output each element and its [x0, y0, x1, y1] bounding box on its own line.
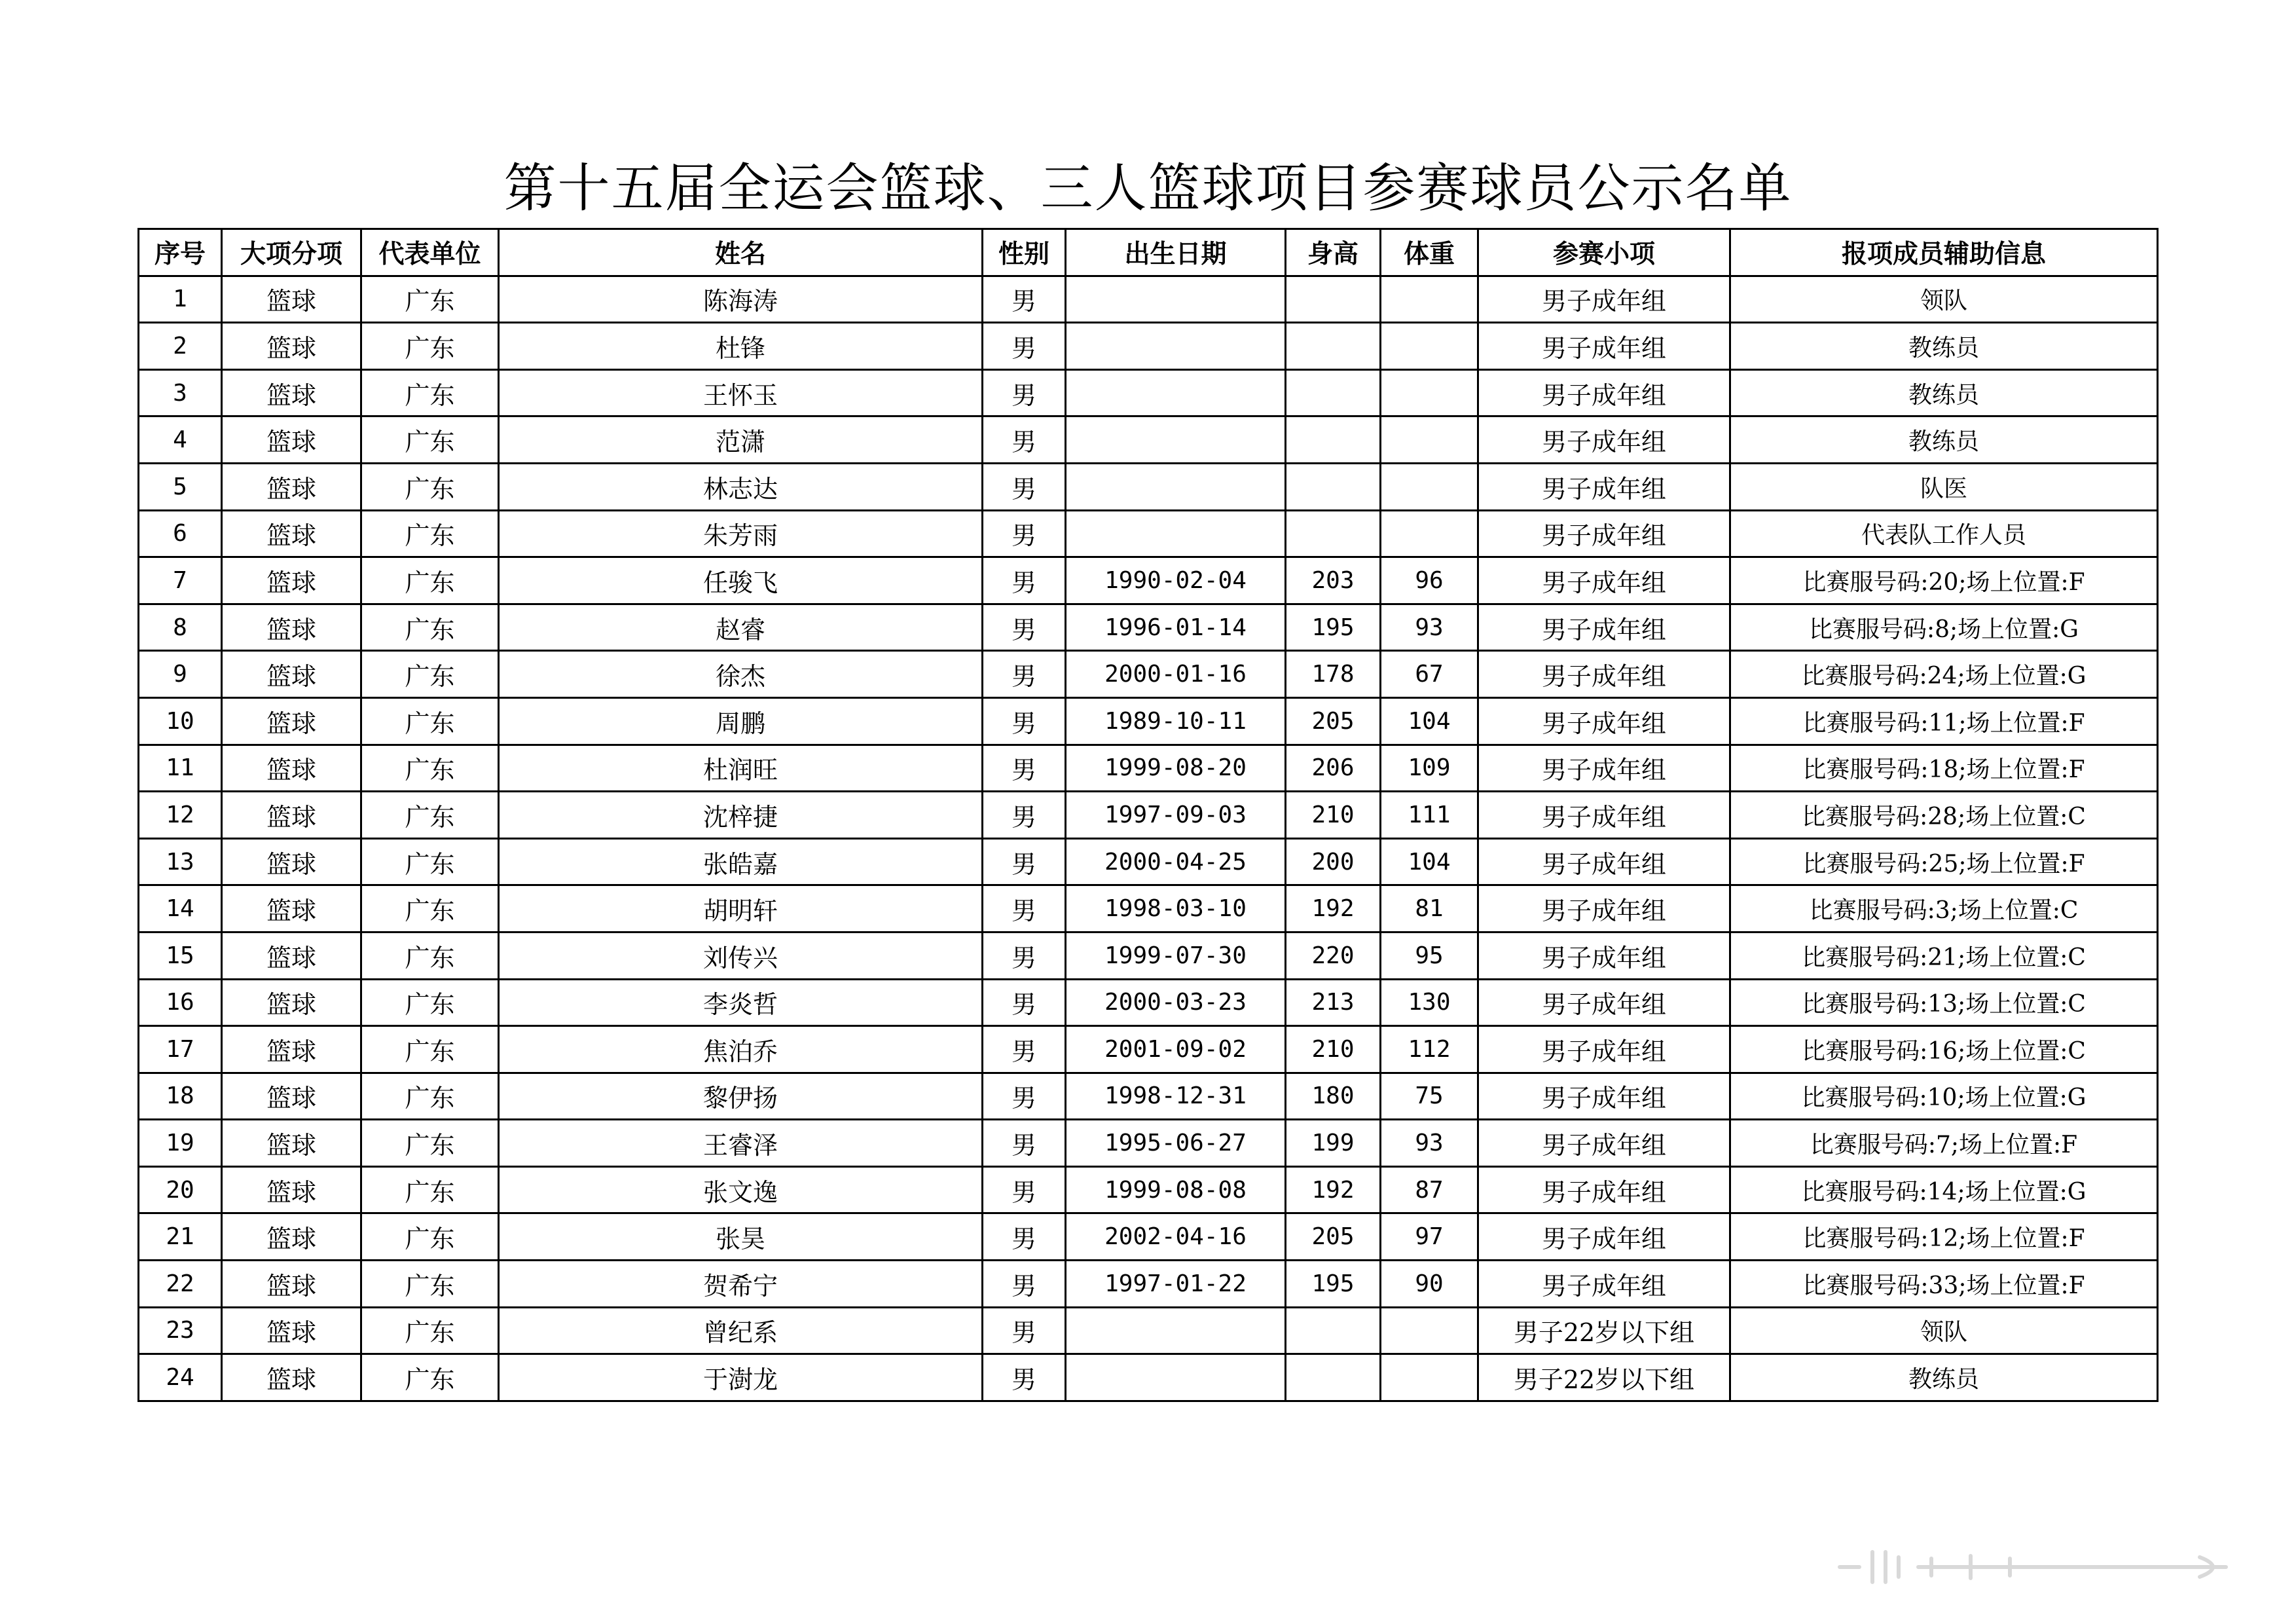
cell-delegation: 广东 [361, 1261, 499, 1308]
cell-delegation: 广东 [361, 792, 499, 839]
cell-delegation: 广东 [361, 745, 499, 792]
cell-name: 李炎哲 [499, 979, 983, 1026]
cell-gender: 男 [983, 1261, 1066, 1308]
cell-height: 205 [1286, 1213, 1381, 1261]
cell-gender: 男 [983, 1026, 1066, 1073]
cell-event: 男子成年组 [1478, 463, 1730, 510]
cell-aux-info: 比赛服号码:8;场上位置:G [1730, 604, 2158, 651]
cell-name: 林志达 [499, 463, 983, 510]
cell-sport: 篮球 [222, 323, 361, 370]
cell-aux-info: 比赛服号码:11;场上位置:F [1730, 697, 2158, 745]
header-row [139, 229, 2158, 276]
table-row [139, 697, 2158, 745]
cell-weight [1381, 276, 1478, 323]
cell-birthdate [1066, 1354, 1286, 1401]
cell-name: 张文逸 [499, 1166, 983, 1213]
cell-sport: 篮球 [222, 557, 361, 604]
cell-name: 任骏飞 [499, 557, 983, 604]
cell-birthdate: 2000-04-25 [1066, 838, 1286, 885]
cell-birthdate [1066, 463, 1286, 510]
cell-sport: 篮球 [222, 697, 361, 745]
cell-event: 男子成年组 [1478, 276, 1730, 323]
cell-gender: 男 [983, 1073, 1066, 1120]
cell-name: 朱芳雨 [499, 510, 983, 557]
cell-event: 男子成年组 [1478, 416, 1730, 464]
cell-weight: 81 [1381, 885, 1478, 932]
cell-sport: 篮球 [222, 1120, 361, 1167]
cell-aux-info: 比赛服号码:20;场上位置:F [1730, 557, 2158, 604]
cell-height [1286, 416, 1381, 464]
cell-weight: 130 [1381, 979, 1478, 1026]
header-weight: 体重 [1381, 229, 1478, 276]
cell-birthdate [1066, 1307, 1286, 1354]
cell-weight: 67 [1381, 651, 1478, 698]
cell-gender: 男 [983, 1213, 1066, 1261]
cell-delegation: 广东 [361, 463, 499, 510]
cell-height: 203 [1286, 557, 1381, 604]
cell-birthdate [1066, 276, 1286, 323]
cell-delegation: 广东 [361, 932, 499, 979]
cell-aux-info: 比赛服号码:10;场上位置:G [1730, 1073, 2158, 1120]
cell-gender: 男 [983, 1120, 1066, 1167]
header-sport: 大项分项 [222, 229, 361, 276]
cell-gender: 男 [983, 1354, 1066, 1401]
header-birthdate: 出生日期 [1066, 229, 1286, 276]
cell-index: 19 [139, 1120, 222, 1167]
cell-index: 9 [139, 651, 222, 698]
cell-aux-info: 比赛服号码:18;场上位置:F [1730, 745, 2158, 792]
cell-weight: 97 [1381, 1213, 1478, 1261]
cell-aux-info: 比赛服号码:24;场上位置:G [1730, 651, 2158, 698]
cell-delegation: 广东 [361, 510, 499, 557]
cell-event: 男子成年组 [1478, 510, 1730, 557]
cell-sport: 篮球 [222, 838, 361, 885]
header-gender: 性别 [983, 229, 1066, 276]
cell-sport: 篮球 [222, 604, 361, 651]
table-row [139, 932, 2158, 979]
cell-delegation: 广东 [361, 557, 499, 604]
table-row [139, 885, 2158, 932]
cell-name: 赵睿 [499, 604, 983, 651]
cell-name: 黎伊扬 [499, 1073, 983, 1120]
cell-event: 男子成年组 [1478, 323, 1730, 370]
cell-event: 男子22岁以下组 [1478, 1307, 1730, 1354]
cell-delegation: 广东 [361, 651, 499, 698]
cell-sport: 篮球 [222, 1354, 361, 1401]
cell-gender: 男 [983, 932, 1066, 979]
header-index: 序号 [139, 229, 222, 276]
cell-index: 14 [139, 885, 222, 932]
cell-height [1286, 463, 1381, 510]
cell-name: 王怀玉 [499, 369, 983, 416]
cell-sport: 篮球 [222, 745, 361, 792]
cell-name: 张皓嘉 [499, 838, 983, 885]
cell-height [1286, 323, 1381, 370]
table-row [139, 369, 2158, 416]
cell-sport: 篮球 [222, 276, 361, 323]
cell-delegation: 广东 [361, 276, 499, 323]
cell-delegation: 广东 [361, 1120, 499, 1167]
cell-delegation: 广东 [361, 1354, 499, 1401]
table-row [139, 1073, 2158, 1120]
table-row [139, 1166, 2158, 1213]
cell-weight: 111 [1381, 792, 1478, 839]
cell-gender: 男 [983, 1307, 1066, 1354]
cell-name: 曾纪系 [499, 1307, 983, 1354]
cell-name: 于澍龙 [499, 1354, 983, 1401]
cell-index: 17 [139, 1026, 222, 1073]
cell-height [1286, 369, 1381, 416]
cell-event: 男子成年组 [1478, 1026, 1730, 1073]
cell-weight: 109 [1381, 745, 1478, 792]
cell-aux-info: 教练员 [1730, 323, 2158, 370]
cell-height: 195 [1286, 604, 1381, 651]
cell-name: 杜锋 [499, 323, 983, 370]
cell-gender: 男 [983, 838, 1066, 885]
cell-event: 男子成年组 [1478, 1166, 1730, 1213]
header-delegation: 代表单位 [361, 229, 499, 276]
cell-delegation: 广东 [361, 838, 499, 885]
cell-event: 男子成年组 [1478, 932, 1730, 979]
cell-height [1286, 276, 1381, 323]
cell-height: 192 [1286, 1166, 1381, 1213]
cell-aux-info: 教练员 [1730, 369, 2158, 416]
table-row [139, 416, 2158, 464]
cell-delegation: 广东 [361, 1166, 499, 1213]
cell-delegation: 广东 [361, 697, 499, 745]
cell-weight [1381, 323, 1478, 370]
cell-aux-info: 比赛服号码:16;场上位置:C [1730, 1026, 2158, 1073]
roster-table [137, 228, 2159, 1402]
cell-weight [1381, 1354, 1478, 1401]
cell-sport: 篮球 [222, 369, 361, 416]
cell-weight [1381, 1307, 1478, 1354]
cell-event: 男子成年组 [1478, 792, 1730, 839]
cell-aux-info: 教练员 [1730, 416, 2158, 464]
cell-aux-info: 比赛服号码:21;场上位置:C [1730, 932, 2158, 979]
cell-sport: 篮球 [222, 1166, 361, 1213]
cell-event: 男子22岁以下组 [1478, 1354, 1730, 1401]
cell-delegation: 广东 [361, 416, 499, 464]
cell-weight: 93 [1381, 1120, 1478, 1167]
cell-sport: 篮球 [222, 932, 361, 979]
cell-weight: 93 [1381, 604, 1478, 651]
cell-delegation: 广东 [361, 1307, 499, 1354]
cell-index: 8 [139, 604, 222, 651]
cell-sport: 篮球 [222, 1026, 361, 1073]
cell-birthdate [1066, 369, 1286, 416]
table-row [139, 792, 2158, 839]
cell-birthdate: 1999-08-08 [1066, 1166, 1286, 1213]
cell-birthdate: 1998-12-31 [1066, 1073, 1286, 1120]
cell-gender: 男 [983, 463, 1066, 510]
cell-gender: 男 [983, 651, 1066, 698]
cell-event: 男子成年组 [1478, 697, 1730, 745]
table-row [139, 838, 2158, 885]
cell-weight [1381, 369, 1478, 416]
cell-birthdate [1066, 416, 1286, 464]
cell-delegation: 广东 [361, 369, 499, 416]
cell-height: 200 [1286, 838, 1381, 885]
cell-height: 178 [1286, 651, 1381, 698]
cell-aux-info: 比赛服号码:3;场上位置:C [1730, 885, 2158, 932]
cell-birthdate: 2001-09-02 [1066, 1026, 1286, 1073]
cell-birthdate: 2000-01-16 [1066, 651, 1286, 698]
cell-gender: 男 [983, 1166, 1066, 1213]
cell-birthdate [1066, 510, 1286, 557]
cell-event: 男子成年组 [1478, 1213, 1730, 1261]
cell-index: 7 [139, 557, 222, 604]
cell-weight: 112 [1381, 1026, 1478, 1073]
cell-name: 张昊 [499, 1213, 983, 1261]
cell-height: 180 [1286, 1073, 1381, 1120]
cell-delegation: 广东 [361, 323, 499, 370]
cell-birthdate: 1999-08-20 [1066, 745, 1286, 792]
cell-name: 王睿泽 [499, 1120, 983, 1167]
cell-birthdate: 1989-10-11 [1066, 697, 1286, 745]
header-event: 参赛小项 [1478, 229, 1730, 276]
cell-aux-info: 领队 [1730, 276, 2158, 323]
cell-index: 4 [139, 416, 222, 464]
cell-index: 16 [139, 979, 222, 1026]
cell-sport: 篮球 [222, 1213, 361, 1261]
cell-sport: 篮球 [222, 463, 361, 510]
cell-weight: 90 [1381, 1261, 1478, 1308]
cell-index: 3 [139, 369, 222, 416]
cell-index: 10 [139, 697, 222, 745]
cell-delegation: 广东 [361, 1026, 499, 1073]
cell-gender: 男 [983, 792, 1066, 839]
cell-height: 220 [1286, 932, 1381, 979]
cell-event: 男子成年组 [1478, 1073, 1730, 1120]
cell-sport: 篮球 [222, 651, 361, 698]
cell-gender: 男 [983, 276, 1066, 323]
cell-name: 刘传兴 [499, 932, 983, 979]
cell-weight: 75 [1381, 1073, 1478, 1120]
cell-name: 杜润旺 [499, 745, 983, 792]
cell-aux-info: 比赛服号码:25;场上位置:F [1730, 838, 2158, 885]
cell-aux-info: 比赛服号码:14;场上位置:G [1730, 1166, 2158, 1213]
cell-delegation: 广东 [361, 1073, 499, 1120]
table-row [139, 557, 2158, 604]
cell-sport: 篮球 [222, 1261, 361, 1308]
table-row [139, 979, 2158, 1026]
cell-name: 沈梓捷 [499, 792, 983, 839]
cell-birthdate: 1997-01-22 [1066, 1261, 1286, 1308]
cell-aux-info: 比赛服号码:13;场上位置:C [1730, 979, 2158, 1026]
cell-sport: 篮球 [222, 416, 361, 464]
cell-event: 男子成年组 [1478, 838, 1730, 885]
cell-sport: 篮球 [222, 1307, 361, 1354]
cell-name: 周鹏 [499, 697, 983, 745]
cell-index: 1 [139, 276, 222, 323]
cell-weight: 104 [1381, 697, 1478, 745]
cell-sport: 篮球 [222, 885, 361, 932]
cell-event: 男子成年组 [1478, 651, 1730, 698]
cell-weight: 96 [1381, 557, 1478, 604]
cell-height [1286, 1354, 1381, 1401]
cell-aux-info: 代表队工作人员 [1730, 510, 2158, 557]
cell-height: 210 [1286, 792, 1381, 839]
cell-index: 23 [139, 1307, 222, 1354]
cell-weight: 104 [1381, 838, 1478, 885]
cell-weight: 87 [1381, 1166, 1478, 1213]
table-row [139, 745, 2158, 792]
cell-name: 胡明轩 [499, 885, 983, 932]
cell-event: 男子成年组 [1478, 979, 1730, 1026]
cell-index: 15 [139, 932, 222, 979]
cell-index: 12 [139, 792, 222, 839]
cell-index: 24 [139, 1354, 222, 1401]
cell-index: 18 [139, 1073, 222, 1120]
cell-event: 男子成年组 [1478, 885, 1730, 932]
cell-weight [1381, 463, 1478, 510]
cell-gender: 男 [983, 557, 1066, 604]
cell-name: 范潇 [499, 416, 983, 464]
cell-aux-info: 比赛服号码:28;场上位置:C [1730, 792, 2158, 839]
cell-index: 2 [139, 323, 222, 370]
cell-gender: 男 [983, 323, 1066, 370]
cell-sport: 篮球 [222, 792, 361, 839]
table-row [139, 651, 2158, 698]
cell-birthdate: 1999-07-30 [1066, 932, 1286, 979]
cell-weight [1381, 510, 1478, 557]
cell-event: 男子成年组 [1478, 1120, 1730, 1167]
cell-aux-info: 教练员 [1730, 1354, 2158, 1401]
cell-sport: 篮球 [222, 979, 361, 1026]
table-row [139, 1026, 2158, 1073]
cell-sport: 篮球 [222, 1073, 361, 1120]
cell-index: 11 [139, 745, 222, 792]
cell-height: 213 [1286, 979, 1381, 1026]
table-row [139, 1307, 2158, 1354]
cell-gender: 男 [983, 416, 1066, 464]
cell-index: 6 [139, 510, 222, 557]
cell-delegation: 广东 [361, 604, 499, 651]
cell-aux-info: 比赛服号码:7;场上位置:F [1730, 1120, 2158, 1167]
cell-index: 22 [139, 1261, 222, 1308]
cell-aux-info: 比赛服号码:12;场上位置:F [1730, 1213, 2158, 1261]
cell-event: 男子成年组 [1478, 369, 1730, 416]
cell-aux-info: 领队 [1730, 1307, 2158, 1354]
cell-birthdate: 1996-01-14 [1066, 604, 1286, 651]
cell-event: 男子成年组 [1478, 557, 1730, 604]
cell-gender: 男 [983, 604, 1066, 651]
cell-gender: 男 [983, 885, 1066, 932]
cell-index: 20 [139, 1166, 222, 1213]
cell-sport: 篮球 [222, 510, 361, 557]
cell-event: 男子成年组 [1478, 1261, 1730, 1308]
watermark-logo [1833, 1544, 2246, 1590]
cell-birthdate: 1990-02-04 [1066, 557, 1286, 604]
header-name: 姓名 [499, 229, 983, 276]
cell-height: 210 [1286, 1026, 1381, 1073]
cell-gender: 男 [983, 745, 1066, 792]
table-row [139, 463, 2158, 510]
cell-height: 205 [1286, 697, 1381, 745]
header-height: 身高 [1286, 229, 1381, 276]
cell-height [1286, 1307, 1381, 1354]
cell-name: 贺希宁 [499, 1261, 983, 1308]
cell-name: 徐杰 [499, 651, 983, 698]
cell-birthdate: 1997-09-03 [1066, 792, 1286, 839]
cell-aux-info: 队医 [1730, 463, 2158, 510]
table-row [139, 510, 2158, 557]
cell-index: 5 [139, 463, 222, 510]
cell-delegation: 广东 [361, 885, 499, 932]
table-row [139, 1261, 2158, 1308]
cell-birthdate: 1998-03-10 [1066, 885, 1286, 932]
table-row [139, 1354, 2158, 1401]
cell-height [1286, 510, 1381, 557]
cell-name: 陈海涛 [499, 276, 983, 323]
header-aux-info: 报项成员辅助信息 [1730, 229, 2158, 276]
table-row [139, 323, 2158, 370]
cell-index: 21 [139, 1213, 222, 1261]
roster-body [139, 276, 2158, 1401]
cell-event: 男子成年组 [1478, 745, 1730, 792]
cell-delegation: 广东 [361, 1213, 499, 1261]
cell-gender: 男 [983, 697, 1066, 745]
cell-gender: 男 [983, 510, 1066, 557]
table-row [139, 1213, 2158, 1261]
cell-weight: 95 [1381, 932, 1478, 979]
cell-aux-info: 比赛服号码:33;场上位置:F [1730, 1261, 2158, 1308]
table-row [139, 604, 2158, 651]
table-row [139, 1120, 2158, 1167]
cell-birthdate: 2000-03-23 [1066, 979, 1286, 1026]
cell-birthdate: 1995-06-27 [1066, 1120, 1286, 1167]
cell-gender: 男 [983, 369, 1066, 416]
cell-height: 199 [1286, 1120, 1381, 1167]
cell-event: 男子成年组 [1478, 604, 1730, 651]
cell-height: 206 [1286, 745, 1381, 792]
cell-delegation: 广东 [361, 979, 499, 1026]
cell-index: 13 [139, 838, 222, 885]
cell-name: 焦泊乔 [499, 1026, 983, 1073]
cell-birthdate [1066, 323, 1286, 370]
page-title: 第十五届全运会篮球、三人篮球项目参赛球员公示名单 [503, 158, 1793, 219]
table-row [139, 276, 2158, 323]
cell-gender: 男 [983, 979, 1066, 1026]
cell-weight [1381, 416, 1478, 464]
cell-height: 192 [1286, 885, 1381, 932]
cell-height: 195 [1286, 1261, 1381, 1308]
cell-birthdate: 2002-04-16 [1066, 1213, 1286, 1261]
